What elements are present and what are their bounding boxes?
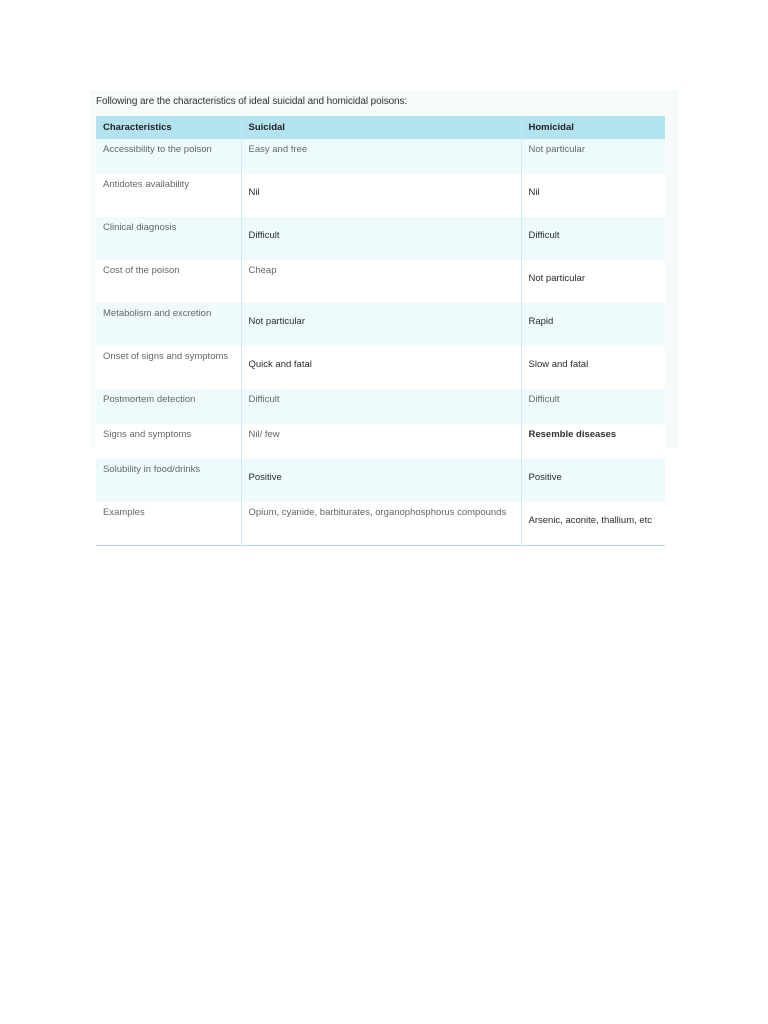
row-characteristic: Examples	[96, 502, 241, 546]
row-suicidal: Nil/ few	[241, 424, 521, 459]
row-suicidal: Quick and fatal	[241, 346, 521, 389]
row-homicidal: Not particular	[521, 260, 665, 303]
row-homicidal: Difficult	[521, 389, 665, 424]
table-row	[96, 502, 665, 546]
row-characteristic: Signs and symptoms	[96, 424, 241, 459]
row-homicidal: Rapid	[521, 303, 665, 346]
table-row	[96, 424, 665, 459]
table-row	[96, 260, 665, 303]
table-row	[96, 389, 665, 424]
table-row	[96, 346, 665, 389]
row-suicidal: Easy and free	[241, 139, 521, 174]
row-homicidal: Not particular	[521, 139, 665, 174]
table-row	[96, 217, 665, 260]
table-row	[96, 459, 665, 502]
row-suicidal: Opium, cyanide, barbiturates, organophosphorus compounds	[241, 502, 521, 546]
row-characteristic: Accessibility to the poison	[96, 139, 241, 174]
content-panel	[90, 90, 679, 526]
poisons-table	[96, 116, 665, 546]
row-characteristic: Solubility in food/drinks	[96, 459, 241, 502]
intro-text: Following are the characteristics of ideal suicidal and homicidal poisons:	[96, 96, 408, 107]
table-header-row	[96, 116, 665, 139]
row-homicidal: Arsenic, aconite, thallium, etc	[521, 502, 665, 546]
row-characteristic: Metabolism and excretion	[96, 303, 241, 346]
row-suicidal: Cheap	[241, 260, 521, 303]
row-characteristic: Onset of signs and symptoms	[96, 346, 241, 389]
table-row	[96, 303, 665, 346]
row-characteristic: Clinical diagnosis	[96, 217, 241, 260]
header-characteristics: Characteristics	[96, 116, 241, 139]
row-homicidal: Difficult	[521, 217, 665, 260]
header-suicidal: Suicidal	[241, 116, 521, 139]
row-suicidal: Positive	[241, 459, 521, 502]
row-suicidal: Difficult	[241, 217, 521, 260]
row-homicidal: Positive	[521, 459, 665, 502]
row-suicidal: Not particular	[241, 303, 521, 346]
table-row	[96, 139, 665, 174]
row-homicidal: Resemble diseases	[521, 424, 665, 459]
row-suicidal: Nil	[241, 174, 521, 217]
row-homicidal: Nil	[521, 174, 665, 217]
header-homicidal: Homicidal	[521, 116, 665, 139]
row-homicidal: Slow and fatal	[521, 346, 665, 389]
row-characteristic: Cost of the poison	[96, 260, 241, 303]
table-row	[96, 174, 665, 217]
row-suicidal: Difficult	[241, 389, 521, 424]
row-characteristic: Antidotes availability	[96, 174, 241, 217]
row-characteristic: Postmortem detection	[96, 389, 241, 424]
